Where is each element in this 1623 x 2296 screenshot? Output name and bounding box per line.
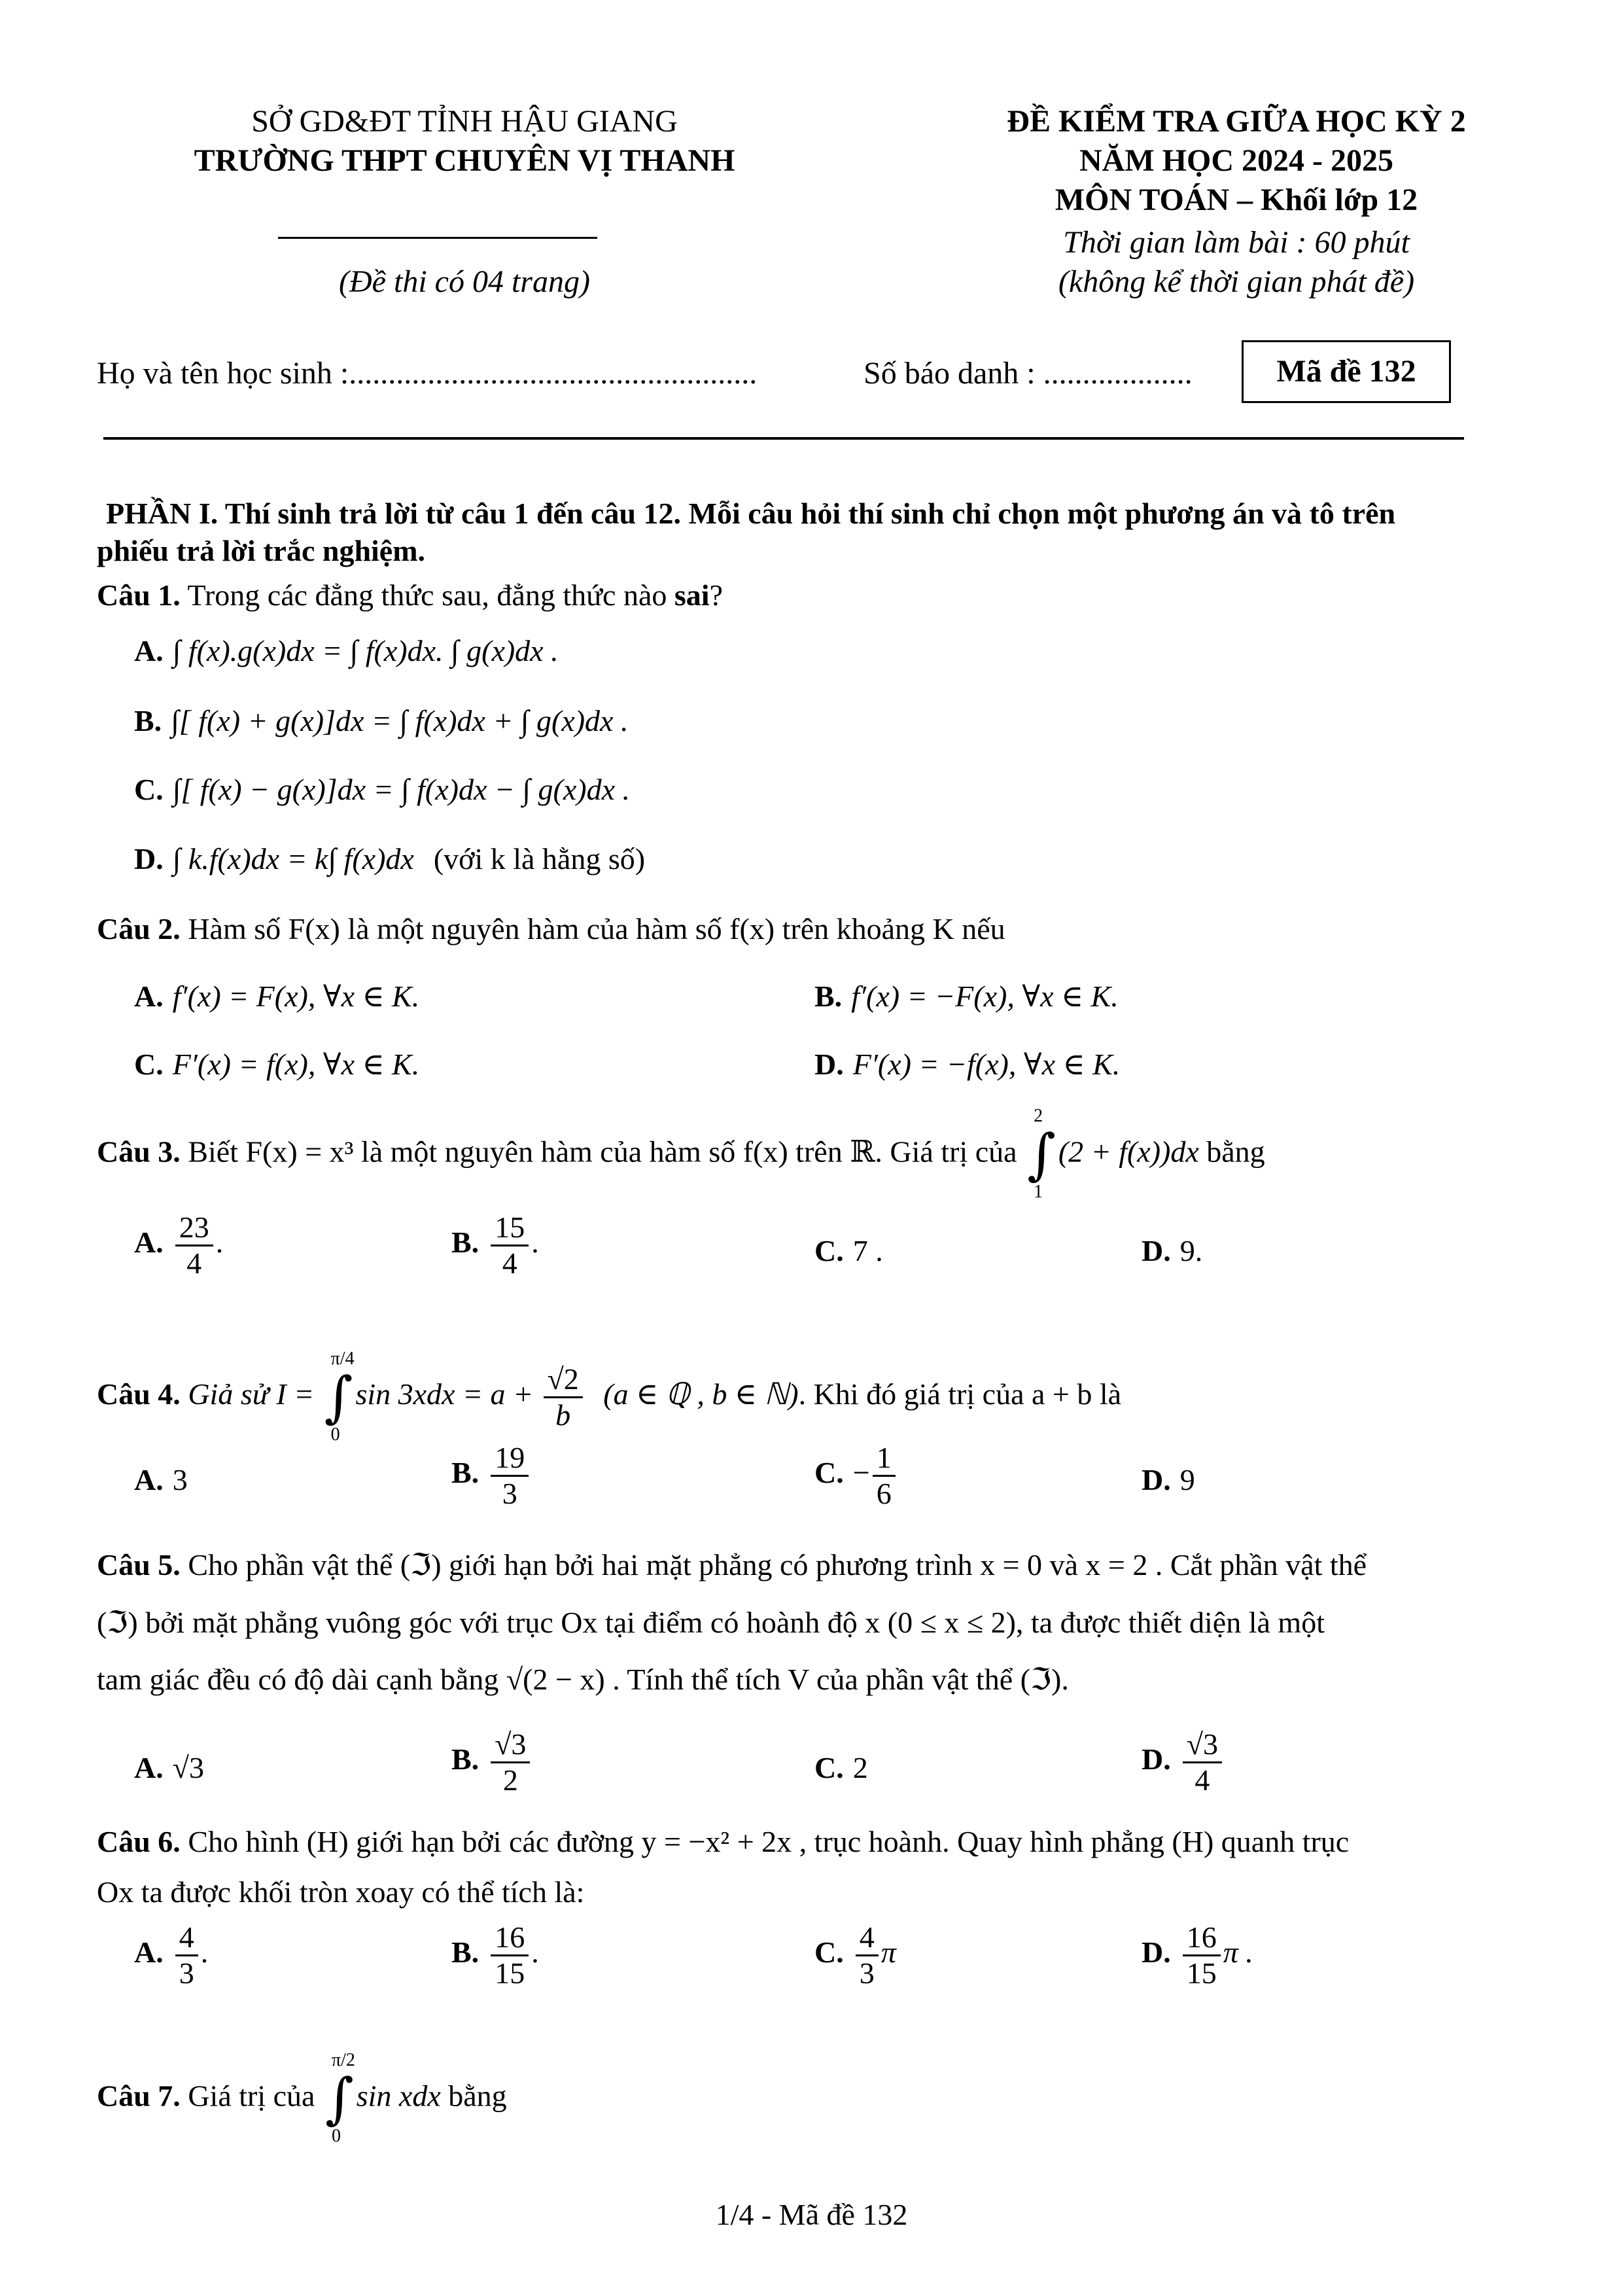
q7-integral: ∫ π/2 0 <box>324 2050 355 2146</box>
exam-code-box: Mã đề 132 <box>1242 340 1451 403</box>
q3-option-a[interactable]: A. $\frac{23}{4}$ . <box>134 1210 224 1280</box>
q5-option-d[interactable]: D. $\frac{√3}{4}$ <box>1142 1727 1225 1797</box>
q6-option-d[interactable]: D. $\frac{16}{15}$ π . <box>1142 1920 1253 1990</box>
q4-option-a[interactable]: A. 3 <box>134 1463 188 1496</box>
q5-option-a[interactable]: A. √3 <box>134 1751 204 1784</box>
question-6: Câu 6. Cho hình (H) giới hạn bởi các đường y = −x² + 2x , trục hoành. Quay hình phẳng (H) quanh trục <box>97 1825 1350 1858</box>
q2-text: Hàm số F(x) là một nguyên hàm của hàm số f(x) trên khoảng K nếu <box>188 912 1005 945</box>
q1-d-formula: ∫ k.f(x)dx = k∫ f(x)dx <box>172 842 414 875</box>
q2-option-d[interactable]: D. F′(x) = −f(x), ∀x ∈ K. <box>814 1048 1121 1081</box>
q4-fraction: $\frac{√2}{b}$ <box>544 1362 583 1432</box>
integral-sign-icon: ∫ <box>1027 1122 1056 1186</box>
q3-text-after: bằng <box>1206 1135 1265 1169</box>
q1-option-b[interactable]: B. ∫[ f(x) + g(x)]dx = ∫ f(x)dx + ∫ g(x)dx . <box>134 704 629 737</box>
q1-c-formula: ∫[ f(x) − g(x)]dx = ∫ f(x)dx − ∫ g(x)dx . <box>172 773 630 806</box>
school-year: NĂM HỌC 2024 - 2025 <box>1079 143 1393 178</box>
question-5-line3: tam giác đều có độ dài cạnh bằng √(2 − x) . Tính thể tích V của phần vật thể (ℑ). <box>97 1663 1069 1696</box>
question-6-line2: Ox ta được khối tròn xoay có thể tích là: <box>97 1875 585 1909</box>
q3-integral: ∫ 2 1 <box>1027 1106 1056 1202</box>
duration-note: (không kể thời gian phát đề) <box>1058 264 1415 299</box>
q2-label: Câu 2. <box>97 912 181 945</box>
page-footer: 1/4 - Mã đề 132 <box>715 2198 908 2231</box>
q1-option-a[interactable]: A. ∫ f(x).g(x)dx = ∫ f(x)dx. ∫ g(x)dx . <box>134 634 559 667</box>
student-id-field: Số báo danh : ................... <box>864 356 1193 391</box>
q4-option-b[interactable]: B. $\frac{19}{3}$ <box>451 1441 531 1511</box>
student-name-field: Họ và tên học sinh :.................................................... <box>97 356 758 391</box>
question-1 <box>97 576 723 615</box>
dept-name: SỞ GD&ĐT TỈNH HẬU GIANG <box>251 104 678 139</box>
question-7: Câu 7. Giá trị của ∫ π/2 0 sin xdx bằng <box>97 2050 507 2146</box>
q6-label: Câu 6. <box>97 1825 181 1858</box>
q2-option-b[interactable]: B. f′(x) = −F(x), ∀x ∈ K. <box>814 980 1119 1013</box>
q6-option-a[interactable]: A. $\frac{4}{3}$ . <box>134 1920 209 1990</box>
q6-option-c[interactable]: C. $\frac{4}{3}$ π <box>814 1920 896 1990</box>
integral-sign-icon: ∫ <box>324 1364 353 1429</box>
q1-option-d[interactable]: D. ∫ k.f(x)dx = k∫ f(x)dx (với k là hằng số) <box>134 842 646 875</box>
q5-option-b[interactable]: B. $\frac{√3}{2}$ <box>451 1727 532 1797</box>
q4-option-c[interactable]: C. − $\frac{1}{6}$ <box>814 1441 898 1511</box>
q3-text: Biết F(x) = x³ là một nguyên hàm của hàm số f(x) trên ℝ. Giá trị của <box>188 1135 1017 1169</box>
q2-option-a[interactable]: A. f′(x) = F(x), ∀x ∈ K. <box>134 980 420 1013</box>
part1-title: PHẦN I. Thí sinh trả lời từ câu 1 đến câu 12. Mỗi câu hỏi thí sinh chỉ chọn một phương án và tô trên <box>106 497 1396 530</box>
exam-title: ĐỀ KIỂM TRA GIỮA HỌC KỲ 2 <box>1007 104 1466 139</box>
q1-end: ? <box>709 578 723 612</box>
question-4: Câu 4. Giả sử I = ∫ π/4 0 sin 3xdx = a + $\frac{√2}{b}$ (a ∈ ℚ , b ∈ ℕ). Khi đó giá trị của a + b là <box>97 1348 1122 1445</box>
q1-b-formula: ∫[ f(x) + g(x)]dx = ∫ f(x)dx + ∫ g(x)dx . <box>171 704 629 737</box>
school-name: TRƯỜNG THPT CHUYÊN VỊ THANH <box>194 143 735 178</box>
question-3 <box>97 1106 1265 1202</box>
q1-option-c[interactable]: C. ∫[ f(x) − g(x)]dx = ∫ f(x)dx − ∫ g(x)dx . <box>134 773 630 806</box>
subject: MÔN TOÁN – Khối lớp 12 <box>1055 183 1418 217</box>
q4-integral: ∫ π/4 0 <box>324 1348 355 1445</box>
part1-title-cont: phiếu trả lời trắc nghiệm. <box>97 534 426 567</box>
q2-option-c[interactable]: C. F′(x) = f(x), ∀x ∈ K. <box>134 1048 420 1081</box>
q3-option-c[interactable]: C. 7 . <box>814 1234 883 1267</box>
question-5: Câu 5. Cho phần vật thể (ℑ) giới hạn bởi hai mặt phẳng có phương trình x = 0 và x = 2 . Cắt phần vật thể <box>97 1548 1367 1581</box>
duration: Thời gian làm bài : 60 phút <box>1063 225 1410 260</box>
q1-text: Trong các đẳng thức sau, đẳng thức nào <box>187 578 667 612</box>
q1-label: Câu 1. <box>97 578 181 612</box>
page-count-note: (Đề thi có 04 trang) <box>339 264 590 299</box>
q1-bold-word: sai <box>674 578 710 612</box>
q3-integrand: (2 + f(x))dx <box>1058 1135 1199 1169</box>
q4-option-d[interactable]: D. 9 <box>1142 1463 1195 1496</box>
q5-label: Câu 5. <box>97 1548 181 1581</box>
header-divider <box>278 237 597 239</box>
q3-option-d[interactable]: D. 9. <box>1142 1234 1203 1267</box>
q7-label: Câu 7. <box>97 2079 181 2113</box>
q1-d-note: (với k là hằng số) <box>433 842 646 875</box>
q4-label: Câu 4. <box>97 1377 181 1411</box>
q5-option-c[interactable]: C. 2 <box>814 1751 868 1784</box>
header-rule <box>103 437 1464 440</box>
q6-option-b[interactable]: B. $\frac{16}{15}$ . <box>451 1920 539 1990</box>
q3-label: Câu 3. <box>97 1135 181 1169</box>
q1-a-formula: ∫ f(x).g(x)dx = ∫ f(x)dx. ∫ g(x)dx . <box>172 634 559 667</box>
question-5-line2: (ℑ) bởi mặt phẳng vuông góc với trục Ox tại điểm có hoành độ x (0 ≤ x ≤ 2), ta được thiết diện là một <box>97 1606 1325 1639</box>
question-2 <box>97 910 1005 949</box>
integral-sign-icon: ∫ <box>324 2066 354 2130</box>
q3-option-b[interactable]: B. $\frac{15}{4}$ . <box>451 1210 539 1280</box>
